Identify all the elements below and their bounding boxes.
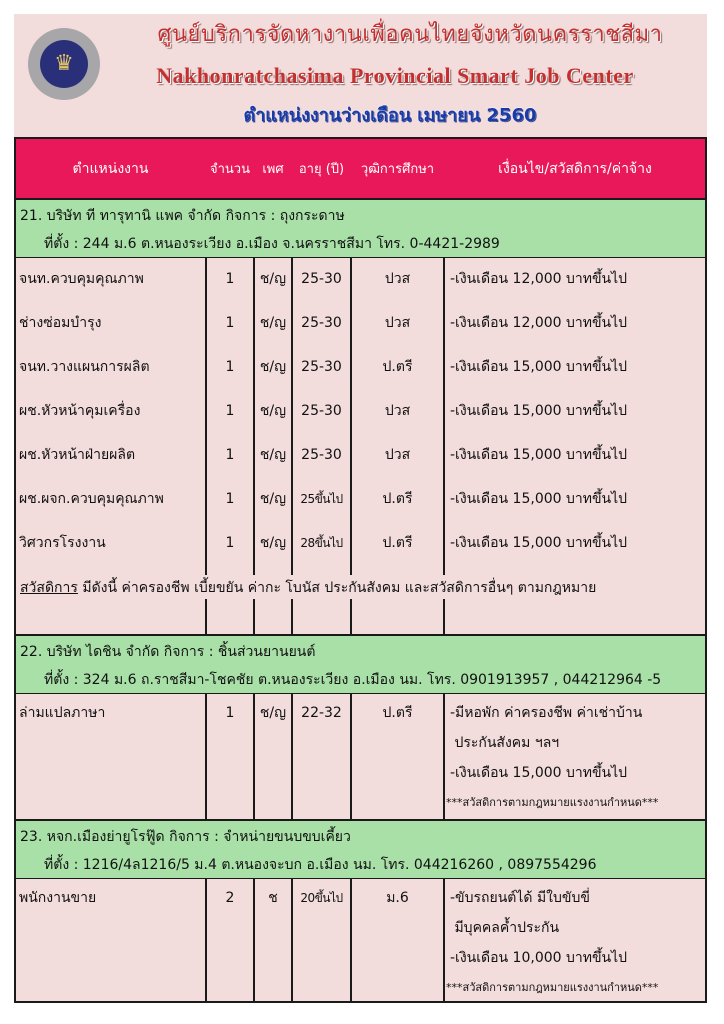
welfare-row — [20, 577, 596, 599]
company-section-21 — [16, 198, 705, 258]
cell-gender: ช/ญ — [259, 315, 287, 331]
center-title-english: Nakhonratchasima Provincial Smart Job Center — [156, 63, 634, 88]
cell-count: 1 — [225, 315, 235, 331]
cell-welfare-note: ***สวัสดิการตามกฎหมายแรงงานกำหนด*** — [446, 981, 659, 994]
cell-education: ปวส — [384, 447, 411, 463]
cell-position: จนท.วางแผนการผลิต — [19, 359, 150, 375]
cell-salary: -เงินเดือน 15,000 บาทขึ้นไป — [450, 765, 628, 781]
center-title-thai: ศูนย์บริการจัดหางานเพื่อคนไทยจังหวัดนครราชสีมา — [157, 22, 663, 47]
company-title: 21. บริษัท ที ทารุทานิ แพค จำกัด กิจการ : ถุงกระดาษ — [20, 208, 345, 224]
vacancy-month-title: ตำแหน่งงานว่างเดือน เมษายน 2560 — [243, 105, 537, 126]
cell-age: 28ขึ้นไป — [300, 536, 343, 550]
cell-education: ป.ตรี — [382, 491, 413, 507]
header-education: วุฒิการศึกษา — [360, 162, 435, 177]
cell-age: 25-30 — [301, 315, 342, 331]
company-address: ที่ตั้ง : 324 ม.6 ถ.ราชสีมา-โชคชัย ต.หนองระเวียง อ.เมือง นม. โทร. 0901913957 , 044212964 -5 — [44, 672, 662, 688]
cell-salary: -เงินเดือน 15,000 บาทขึ้นไป — [450, 359, 628, 375]
job-vacancy-table — [14, 137, 707, 1003]
cell-count: 1 — [225, 447, 235, 463]
cell-salary: -เงินเดือน 15,000 บาทขึ้นไป — [450, 535, 628, 551]
cell-count: 1 — [225, 271, 235, 287]
cell-gender: ช/ญ — [259, 359, 287, 375]
header-gender: เพศ — [262, 162, 284, 177]
cell-salary: -เงินเดือน 15,000 บาทขึ้นไป — [450, 447, 628, 463]
cell-count: 1 — [225, 403, 235, 419]
cell-position: ช่างซ่อมบำรุง — [19, 315, 102, 331]
cell-education: ม.6 — [386, 890, 409, 906]
company-title: 22. บริษัท ไดชิน จำกัด กิจการ : ชิ้นส่วนยานยนต์ — [20, 644, 316, 660]
cell-position: ผช.หัวหน้าคุมเครื่อง — [19, 403, 141, 419]
cell-count: 2 — [225, 890, 235, 906]
cell-position: ล่ามแปลภาษา — [19, 705, 106, 721]
cell-age: 20ขึ้นไป — [300, 891, 343, 905]
cell-salary: -เงินเดือน 15,000 บาทขึ้นไป — [450, 491, 628, 507]
cell-position: ผช.ผจก.ควบคุมคุณภาพ — [19, 491, 164, 507]
cell-education: ปวส — [384, 315, 411, 331]
cell-age: 22-32 — [301, 705, 342, 721]
cell-gender: ช/ญ — [259, 491, 287, 507]
cell-count: 1 — [225, 535, 235, 551]
cell-gender: ช/ญ — [259, 271, 287, 287]
company-title: 23. หจก.เมืองย่ายูโรฟู๊ด กิจการ : จำหน่ายขนบขบเคี้ยว — [20, 829, 351, 845]
cell-position: ผช.หัวหน้าฝ่ายผลิต — [19, 447, 136, 463]
cell-age: 25-30 — [301, 403, 342, 419]
cell-count: 1 — [225, 359, 235, 375]
government-seal-icon — [28, 28, 100, 100]
company-address: ที่ตั้ง : 244 ม.6 ต.หนองระเวียง อ.เมือง จ.นครราชสีมา โทร. 0-4421-2989 — [44, 236, 500, 252]
cell-welfare-note: ***สวัสดิการตามกฎหมายแรงงานกำหนด*** — [446, 796, 659, 809]
header-age: อายุ (ปี) — [298, 162, 345, 177]
cell-condition: ประกันสังคม ฯลฯ — [450, 735, 560, 751]
welfare-label: สวัสดิการ — [20, 580, 78, 596]
cell-education: ปวส — [384, 403, 411, 419]
cell-age: 25-30 — [301, 447, 342, 463]
cell-salary: -เงินเดือน 12,000 บาทขึ้นไป — [450, 315, 628, 331]
cell-gender: ช/ญ — [259, 403, 287, 419]
cell-salary: -เงินเดือน 15,000 บาทขึ้นไป — [450, 403, 628, 419]
cell-count: 1 — [225, 705, 235, 721]
cell-condition: -ขับรถยนต์ได้ มีใบขับขี่ — [450, 890, 590, 906]
cell-education: ปวส — [384, 271, 411, 287]
cell-gender: ช/ญ — [259, 447, 287, 463]
cell-age: 25ขึ้นไป — [300, 492, 343, 506]
company-section-22 — [16, 634, 705, 694]
cell-position: จนท.ควบคุมคุณภาพ — [19, 271, 144, 287]
company-section-23 — [16, 819, 705, 879]
cell-education: ป.ตรี — [382, 359, 413, 375]
table-header-row — [16, 139, 705, 200]
cell-condition: -มีหอพัก ค่าครองชีพ ค่าเช่าบ้าน — [450, 705, 643, 721]
cell-position: วิศวกรโรงงาน — [19, 535, 106, 551]
cell-gender: ช/ญ — [259, 535, 287, 551]
cell-age: 25-30 — [301, 271, 342, 287]
header-count: จำนวน — [210, 162, 250, 177]
welfare-text: มีดังนี้ ค่าครองชีพ เบี้ยขยัน ค่ากะ โบนัส ประกันสังคม และสวัสดิการอื่นๆ ตามกฎหมาย — [77, 580, 597, 596]
seal-emblem-icon: ♛ — [40, 40, 88, 88]
cell-education: ป.ตรี — [382, 535, 413, 551]
cell-gender: ช — [268, 890, 278, 906]
cell-age: 25-30 — [301, 359, 342, 375]
header-conditions: เงื่อนไข/สวัสดิการ/ค่าจ้าง — [498, 160, 652, 177]
cell-gender: ช/ญ — [259, 705, 287, 721]
cell-count: 1 — [225, 491, 235, 507]
cell-salary: -เงินเดือน 12,000 บาทขึ้นไป — [450, 271, 628, 287]
cell-education: ป.ตรี — [382, 705, 413, 721]
cell-position: พนักงานขาย — [19, 890, 97, 906]
company-address: ที่ตั้ง : 1216/4ล1216/5 ม.4 ต.หนองจะบก อ.เมือง นม. โทร. 044216260 , 0897554296 — [44, 857, 597, 873]
cell-condition: มีบุคคลค้ำประกัน — [450, 920, 560, 936]
header-position: ตำแหน่งงาน — [72, 160, 149, 177]
cell-salary: -เงินเดือน 10,000 บาทขึ้นไป — [450, 950, 628, 966]
